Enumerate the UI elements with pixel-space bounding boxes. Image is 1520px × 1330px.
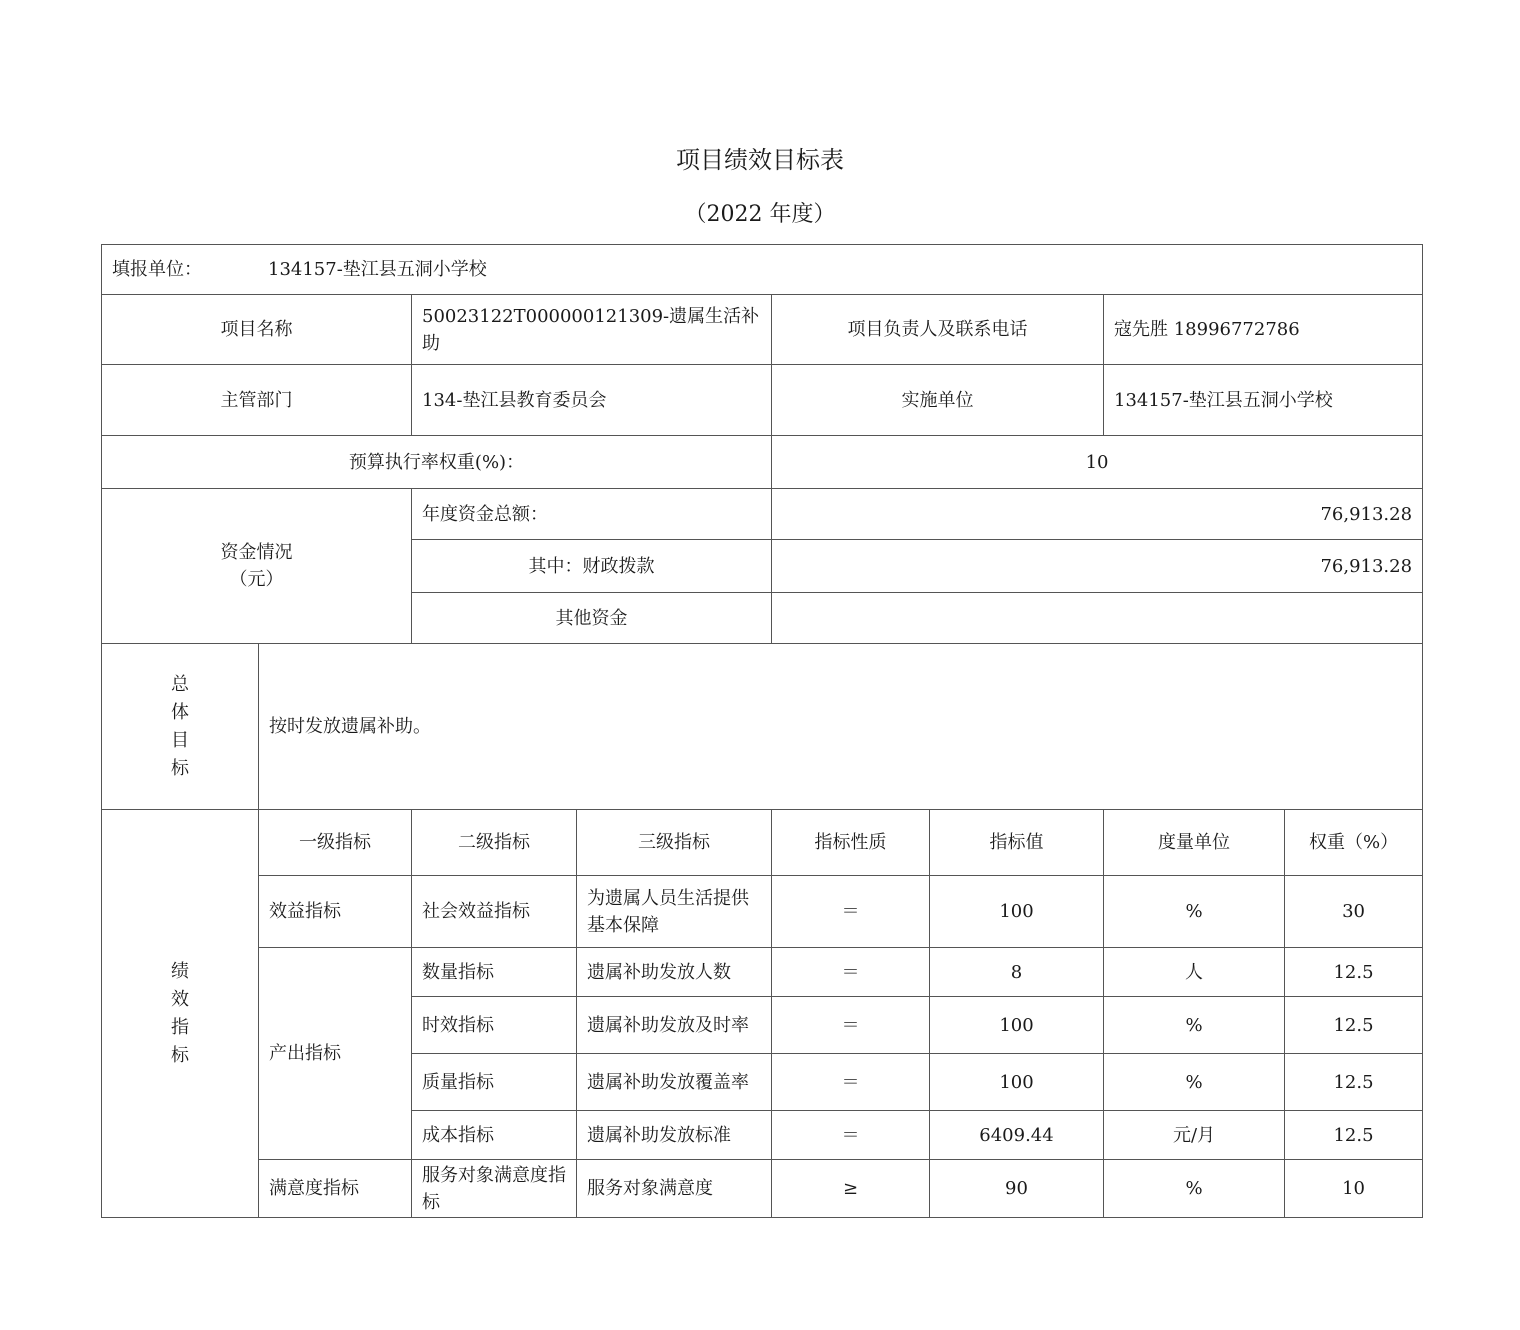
indicators-label-char: 绩 (171, 960, 189, 982)
overall-goal-label-char: 体 (171, 701, 189, 723)
row-level3: 遗属补助发放标准 (577, 1111, 772, 1160)
row-weight: 12.5 (1285, 1111, 1423, 1160)
budget-weight-label: 预算执行率权重(%)： (102, 436, 772, 489)
funds-other-value (772, 593, 1423, 644)
indicators-label-char: 效 (171, 988, 189, 1010)
impl-value: 134157-垫江县五洞小学校 (1104, 365, 1423, 436)
page-subtitle: （2022 年度） (684, 202, 836, 227)
overall-goal-label-char: 标 (171, 757, 189, 779)
funds-fiscal-label: 其中：财政拨款 (412, 540, 772, 593)
row-unit: % (1104, 997, 1285, 1054)
row-unit: 元/月 (1104, 1111, 1285, 1160)
budget-weight-row (102, 436, 1423, 489)
row-level3: 遗属补助发放及时率 (577, 997, 772, 1054)
row-unit: % (1104, 1160, 1285, 1218)
funds-total-value: 76,913.28 (772, 489, 1423, 540)
department-row (102, 365, 1423, 436)
row-value: 100 (930, 1054, 1104, 1111)
row-level1: 满意度指标 (259, 1160, 412, 1218)
indicators-label-char: 标 (171, 1044, 189, 1066)
row-unit: % (1104, 876, 1285, 948)
page-title: 项目绩效目标表 (676, 146, 844, 174)
row-level2: 成本指标 (412, 1111, 577, 1160)
row-value: 90 (930, 1160, 1104, 1218)
row-weight: 12.5 (1285, 997, 1423, 1054)
indicators-label-char: 指 (171, 1016, 189, 1038)
row-level3: 为遗属人员生活提供基本保障 (577, 876, 772, 948)
project-name-row (102, 295, 1423, 365)
dept-value: 134-垫江县教育委员会 (412, 365, 772, 436)
header-weight: 权重（%） (1285, 810, 1423, 876)
header-level2: 二级指标 (412, 810, 577, 876)
table-row (102, 948, 1423, 997)
row-value: 100 (930, 997, 1104, 1054)
budget-weight-value: 10 (772, 436, 1423, 489)
row-level2: 质量指标 (412, 1054, 577, 1111)
project-contact-label: 项目负责人及联系电话 (772, 295, 1104, 365)
row-unit: 人 (1104, 948, 1285, 997)
row-nature: ≥ (772, 1160, 930, 1218)
funds-other-label: 其他资金 (412, 593, 772, 644)
row-nature: ＝ (772, 1054, 930, 1111)
performance-target-table (101, 244, 1423, 1218)
indicator-header-row (102, 810, 1423, 876)
overall-goal-label-char: 目 (171, 729, 189, 751)
overall-goal-label-char: 总 (171, 673, 189, 695)
row-nature: ＝ (772, 997, 930, 1054)
filing-unit-row (102, 245, 1423, 295)
header-level3: 三级指标 (577, 810, 772, 876)
table-row (102, 876, 1423, 948)
funds-total-row (102, 489, 1423, 540)
header-unit: 度量单位 (1104, 810, 1285, 876)
row-level1: 效益指标 (259, 876, 412, 948)
row-level2: 时效指标 (412, 997, 577, 1054)
header-value: 指标值 (930, 810, 1104, 876)
overall-goal-row (102, 644, 1423, 810)
row-weight: 12.5 (1285, 948, 1423, 997)
row-weight: 30 (1285, 876, 1423, 948)
overall-goal-label (102, 644, 259, 810)
row-nature: ＝ (772, 1111, 930, 1160)
row-level1: 产出指标 (259, 948, 412, 1160)
header-nature: 指标性质 (772, 810, 930, 876)
row-level3: 遗属补助发放覆盖率 (577, 1054, 772, 1111)
row-nature: ＝ (772, 948, 930, 997)
dept-label: 主管部门 (102, 365, 412, 436)
funds-label-line2: （元） (229, 569, 284, 590)
header-level1: 一级指标 (259, 810, 412, 876)
row-unit: % (1104, 1054, 1285, 1111)
row-weight: 12.5 (1285, 1054, 1423, 1111)
project-name-value: 50023122T000000121309-遗属生活补助 (412, 295, 772, 365)
funds-total-label: 年度资金总额： (412, 489, 772, 540)
indicators-label (102, 810, 259, 1218)
table-row (102, 1160, 1423, 1218)
row-level2: 数量指标 (412, 948, 577, 997)
row-level2: 服务对象满意度指标 (412, 1160, 577, 1218)
row-value: 100 (930, 876, 1104, 948)
row-level2: 社会效益指标 (412, 876, 577, 948)
row-value: 6409.44 (930, 1111, 1104, 1160)
filing-unit-cell (102, 245, 1423, 295)
project-name-label: 项目名称 (102, 295, 412, 365)
row-level3: 遗属补助发放人数 (577, 948, 772, 997)
funds-label (102, 489, 412, 644)
row-value: 8 (930, 948, 1104, 997)
row-nature: ＝ (772, 876, 930, 948)
funds-label-line1: 资金情况 (220, 542, 293, 563)
row-level3: 服务对象满意度 (577, 1160, 772, 1218)
filing-unit-value: 134157-垫江县五洞小学校 (268, 259, 487, 280)
row-weight: 10 (1285, 1160, 1423, 1218)
impl-label: 实施单位 (772, 365, 1104, 436)
filing-unit-label: 填报单位： (112, 259, 202, 280)
funds-fiscal-value: 76,913.28 (772, 540, 1423, 593)
overall-goal-text: 按时发放遗属补助。 (259, 644, 1423, 810)
project-contact-value: 寇先胜 18996772786 (1104, 295, 1423, 365)
